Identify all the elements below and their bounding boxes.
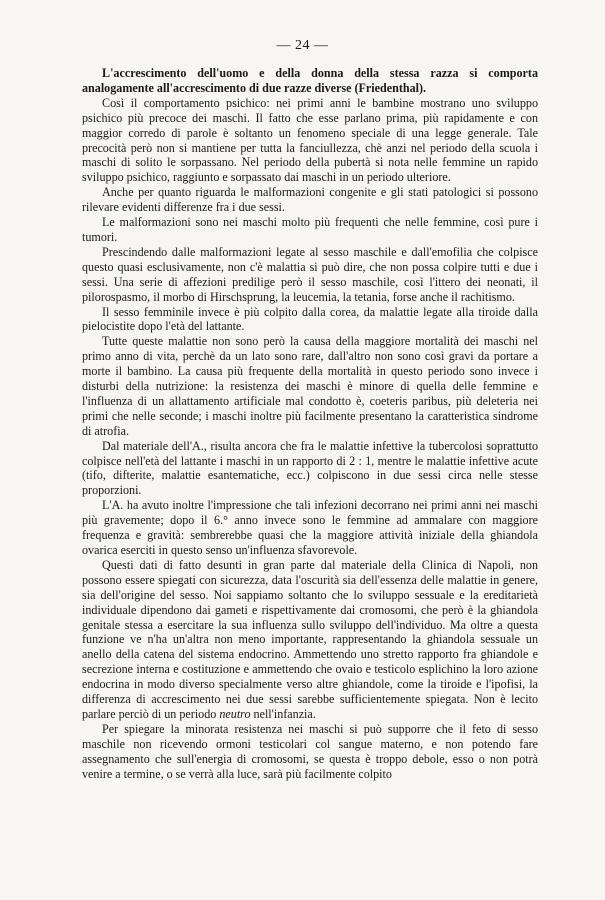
paragraph-3: Anche per quanto riguarda le malformazioni congenite e gli stati patologici si possono rilevare evidenti differenze fra i due sessi. bbox=[82, 185, 538, 215]
paragraph-9: L'A. ha avuto inoltre l'impressione che tali infezioni decorrano nei primi anni nei maschi più gravemente; dopo il 6.° anno invece sono le femmine ad ammalare con maggiore frequenza e gravità: sembrerebbe quasi che la maggiore attività iniziale della ghiandola ovarica eserciti in questo senso un'influenza sfavorevole. bbox=[82, 498, 538, 557]
paragraph-10 bbox=[82, 558, 538, 722]
paragraph-10-text: Questi dati di fatto desunti in gran parte dal materiale della Clinica di Napoli, non possono essere spiegati con sicurezza, data l'oscurità sia dell'essenza delle malattie in genere, sia dell'origine del sesso. Noi sappiamo soltanto che lo sviluppo sessuale e la ereditarietà individuale dipendono dai gameti e rispettivamente dai cromosomi, che però è la ghiandola genitale stessa a esercitare la sua influenza sullo sviluppo dell'individuo. Ma oltre a questa funzione ve n'ha un'altra non meno importante, rappresentando la ghiandola sessuale un anello della catena del sistema endocrino. Ammettendo uno stretto rapporto fra ghiandole e secrezione interna e costituzione e ammettendo che ovaio e testicolo esplichino la loro azione endocrina in modo diverso specialmente verso altre ghiandole, come la tiroide e l'ipofisi, la differenza di accrescimento nei due sessi sarebbe sufficientemente spiegata. Non è lecito parlare perciò di un periodo bbox=[82, 557, 538, 721]
paragraph-1: L'accrescimento dell'uomo e della donna della stessa razza si comporta analogamente all'accrescimento di due razze diverse (Friedenthal). bbox=[82, 66, 538, 95]
paragraph-4: Le malformazioni sono nei maschi molto più frequenti che nelle femmine, così pure i tumori. bbox=[82, 215, 538, 244]
italic-word: neutro bbox=[219, 706, 251, 721]
paragraph-6: Il sesso femminile invece è più colpito dalla corea, da malattie legate alla tiroide dalla pielocistite dopo l'età del lattante. bbox=[82, 304, 538, 334]
paragraph-7: Tutte queste malattie non sono però la causa della maggiore mortalità dei maschi nel primo anno di vita, perchè da un lato sono rare, dall'altro non sono così gravi da portare a morte il bambino. La causa più frequente della mortalità in questo periodo sono invece i disturbi della nutrizione: la resistenza dei maschi è minore di quella delle femmine e l'influenza di un allattamento artificiale mal condotto è, coeteris paribus, più deleteria nei primi che nelle seconde; i maschi inoltre più facilmente presentano la caratteristica sindrome di atrofia. bbox=[82, 334, 538, 438]
paragraph-8: Dal materiale dell'A., risulta ancora che fra le malattie infettive la tubercolosi soprattutto colpisce nell'età del lattante i maschi in un rapporto di 2 : 1, mentre le malattie infettive acute (tifo, difterite, malattie esantematiche, ecc.) colpiscono in due sessi circa nelle stesse proporzioni. bbox=[82, 438, 538, 498]
paragraph-5: Prescindendo dalle malformazioni legate al sesso maschile e dall'emofilia che colpisce questo quasi esclusivamente, non c'è malattia si può dire, che non possa colpire tutti e due i sessi. Una serie di affezioni predilige però il sesso maschile, così l'ittero dei neonati, il pilorospasmo, il morbo di Hirschsprung, la leucemia, la tetania, forse anche il rachitismo. bbox=[82, 244, 538, 304]
paragraph-2: Così il comportamento psichico: nei primi anni le bambine mostrano uno sviluppo psichico più precoce dei maschi. Il fatto che esse parlano prima, più rapidamente e con maggior corredo di parole è soltanto un fenomeno speciale di una legge generale. Tale precocità però non si mantiene per tutta la fanciullezza, chè anzi nel periodo della scuola i maschi di solito le sorpassano. Nel periodo della pubertà si nota nelle femmine un rapido sviluppo psichico, raggiunto e sorpassato dai maschi in un periodo ulteriore. bbox=[82, 95, 538, 185]
page-number: — 24 — bbox=[276, 38, 329, 53]
paragraph-11: Per spiegare la minorata resistenza nei maschi si può supporre che il feto di sesso maschile non ricevendo ormoni testicolari col sangue materno, e non potendo fare assegnamento che sull'energia di cromosomi, se questa è troppo debole, esso o non potrà venire a termine, o se verrà alla luce, sarà più facilmente colpito bbox=[82, 721, 538, 781]
body-text bbox=[82, 66, 538, 782]
paragraph-10-tail: nell'infanzia. bbox=[253, 706, 316, 721]
